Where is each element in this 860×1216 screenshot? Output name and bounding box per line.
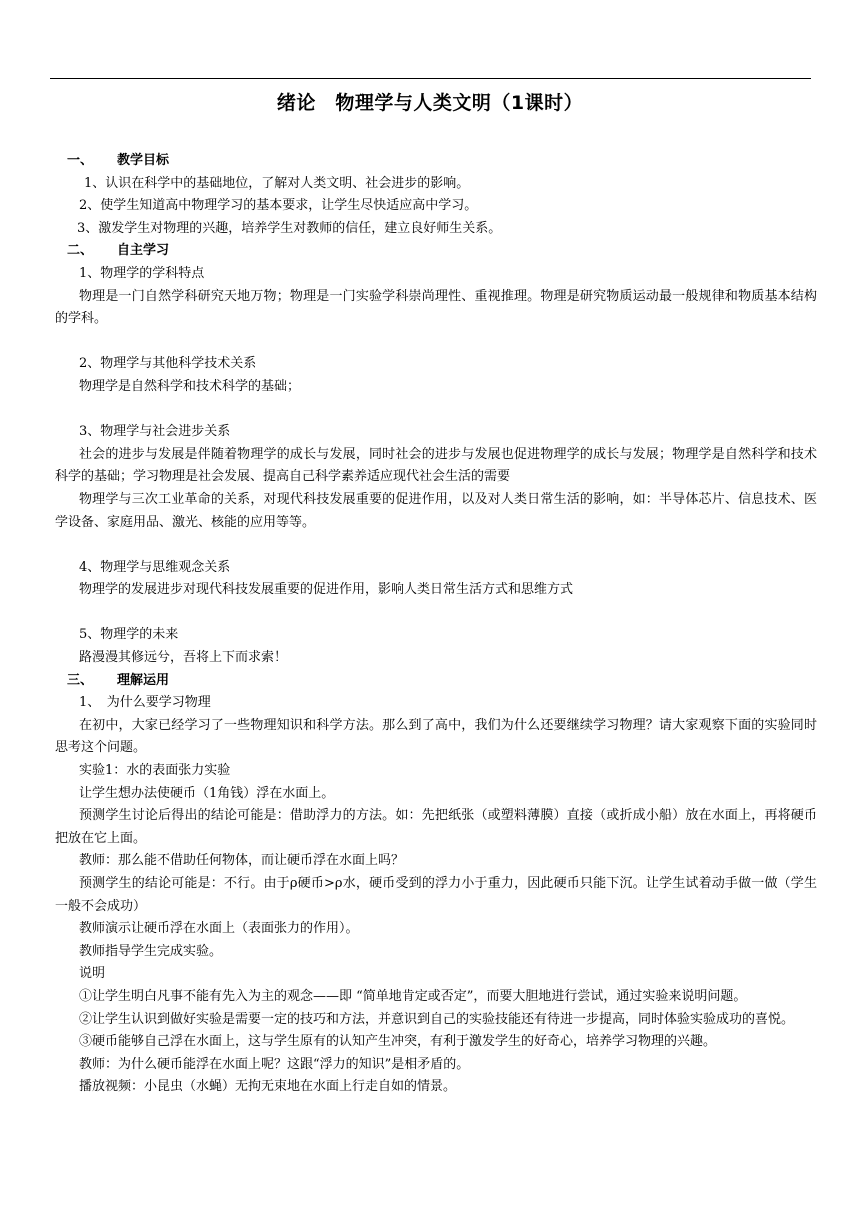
paragraph: ②让学生认识到做好实验是需要一定的技巧和方法，并意识到自己的实验技能还有待进一步提高，同时体验实验成功的喜悦。 bbox=[79, 1011, 795, 1027]
paragraph: 让学生想办法使硬币（1角钱）浮在水面上。 bbox=[79, 785, 335, 801]
subheading: 1、 为什么要学习物理 bbox=[79, 695, 211, 711]
page-title: 绪论 物理学与人类文明（1课时） bbox=[276, 92, 584, 114]
subheading: 2、物理学与其他科学技术关系 bbox=[79, 356, 257, 372]
section-heading-objectives bbox=[55, 150, 817, 173]
paragraph: 教师：为什么硬币能浮在水面上呢？这跟“浮力的知识”是相矛盾的。 bbox=[79, 1056, 470, 1072]
paragraph: 物理学是自然科学和技术科学的基础； bbox=[79, 378, 301, 394]
section-number: 二、 bbox=[67, 243, 94, 259]
document-body bbox=[55, 150, 817, 1099]
paragraph: 教师演示让硬币浮在水面上（表面张力的作用）。 bbox=[79, 921, 359, 937]
section-title: 教学目标 bbox=[117, 153, 170, 168]
objective-item: 2、使学生知道高中物理学习的基本要求，让学生尽快适应高中学习。 bbox=[79, 198, 478, 214]
paragraph: 物理是一门自然学科研究天地万物；物理是一门实验学科崇尚理性、重视推理。物理是研究物质运动最一般规律和物质基本结构的学科。 bbox=[55, 288, 817, 327]
subheading: 1、物理学的学科特点 bbox=[79, 265, 205, 281]
objective-item: 3、激发学生对物理的兴趣，培养学生对教师的信任，建立良好师生关系。 bbox=[77, 220, 502, 236]
section-title: 自主学习 bbox=[117, 243, 170, 259]
paragraph: 在初中，大家已经学习了一些物理知识和科学方法。那么到了高中，我们为什么还要继续学习物理？请大家观察下面的实验同时思考这个问题。 bbox=[55, 717, 817, 756]
paragraph: 社会的进步与发展是伴随着物理学的成长与发展，同时社会的进步与发展也促进物理学的成长与发展；物理学是自然科学和技术科学的基础；学习物理是社会发展、提高自己科学素养适应现代社会生活的需要 bbox=[55, 446, 817, 485]
header-rule bbox=[50, 78, 811, 79]
paragraph: 说明 bbox=[79, 966, 106, 982]
section-number: 三、 bbox=[67, 672, 94, 688]
paragraph: 教师：那么能不借助任何物体，而让硬币浮在水面上吗？ bbox=[79, 853, 405, 869]
paragraph: 物理学的发展进步对现代科技发展重要的促进作用，影响人类日常生活方式和思维方式 bbox=[79, 582, 574, 598]
paragraph: 路漫漫其修远兮，吾将上下而求索！ bbox=[79, 650, 288, 666]
paragraph: 播放视频：小昆虫（水蝇）无拘无束地在水面上行走自如的情景。 bbox=[79, 1079, 457, 1095]
section-number: 一、 bbox=[67, 153, 94, 168]
section-heading-self-study bbox=[55, 240, 817, 263]
section-heading-application bbox=[55, 670, 817, 693]
section-title: 理解运用 bbox=[117, 672, 170, 688]
paragraph: 预测学生的结论可能是：不行。由于ρ硬币>ρ水，硬币受到的浮力小于重力，因此硬币只能下沉。让学生试着动手做一做（学生一般不会成功） bbox=[55, 876, 817, 914]
objective-item: 1、认识在科学中的基础地位，了解对人类文明、社会进步的影响。 bbox=[84, 175, 470, 191]
subheading: 5、物理学的未来 bbox=[79, 627, 179, 643]
subheading: 4、物理学与思维观念关系 bbox=[79, 559, 231, 575]
paragraph: 实验1：水的表面张力实验 bbox=[79, 763, 231, 779]
paragraph: ①让学生明白凡事不能有先入为主的观念——即 “简单地肯定或否定”，而要大胆地进行尝试，通过实验来说明问题。 bbox=[79, 988, 747, 1004]
paragraph: ③硬币能够自己浮在水面上，这与学生原有的认知产生冲突，有利于激发学生的好奇心，培养学习物理的兴趣。 bbox=[79, 1034, 717, 1050]
paragraph: 预测学生讨论后得出的结论可能是：借助浮力的方法。如：先把纸张（或塑料薄膜）直接（或折成小船）放在水面上，再将硬币把放在它上面。 bbox=[55, 808, 817, 846]
paragraph: 教师指导学生完成实验。 bbox=[79, 943, 223, 959]
paragraph: 物理学与三次工业革命的关系，对现代科技发展重要的促进作用，以及对人类日常生活的影响，如：半导体芯片、信息技术、医学设备、家庭用品、激光、核能的应用等等。 bbox=[55, 491, 817, 530]
subheading: 3、物理学与社会进步关系 bbox=[79, 424, 231, 440]
